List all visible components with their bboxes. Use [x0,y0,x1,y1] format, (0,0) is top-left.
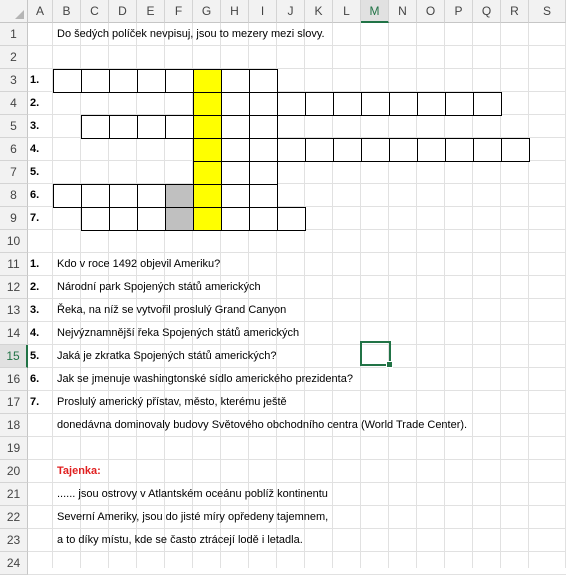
crossword-cell[interactable] [137,69,166,93]
crossword-cell[interactable] [53,69,82,93]
column-header-L[interactable]: L [333,0,361,23]
column-header-G[interactable]: G [193,0,221,23]
crossword-cell[interactable] [501,138,530,162]
crossword-cell[interactable] [81,115,110,139]
crossword-cell[interactable] [305,92,334,116]
gridline-vertical [528,23,529,568]
column-header-Q[interactable]: Q [473,0,501,23]
crossword-label-7: 7. [30,212,40,224]
crossword-cell-highlight[interactable] [193,184,222,208]
row-header-8[interactable]: 8 [0,184,28,207]
select-all-corner[interactable] [0,0,28,23]
clue-num-2: 2. [30,281,40,293]
crossword-cell[interactable] [221,69,250,93]
crossword-cell[interactable] [473,138,502,162]
row-header-24[interactable]: 24 [0,552,28,575]
row-header-15[interactable]: 15 [0,345,28,368]
crossword-cell[interactable] [137,184,166,208]
instruction-text: Do šedých políček nevpisuj, jsou to mezery mezi slovy. [57,28,325,40]
crossword-cell-highlight[interactable] [193,69,222,93]
crossword-cell-blocked[interactable] [165,207,194,231]
crossword-cell[interactable] [249,207,278,231]
crossword-cell[interactable] [81,69,110,93]
crossword-cell[interactable] [417,92,446,116]
clue-num-5: 5. [30,350,40,362]
gridline-vertical [52,23,53,568]
row-header-10[interactable]: 10 [0,230,28,253]
crossword-cell[interactable] [445,138,474,162]
crossword-cell[interactable] [109,69,138,93]
crossword-cell[interactable] [221,184,250,208]
crossword-cell[interactable] [249,161,278,185]
crossword-cell[interactable] [221,138,250,162]
crossword-cell[interactable] [81,184,110,208]
tajenka-line-1: ...... jsou ostrovy v Atlantském oceánu poblíž kontinentu [57,488,328,500]
crossword-cell-highlight[interactable] [193,207,222,231]
crossword-cell[interactable] [165,69,194,93]
crossword-cell[interactable] [361,92,390,116]
crossword-cell[interactable] [249,92,278,116]
crossword-cell[interactable] [333,92,362,116]
crossword-cell[interactable] [109,115,138,139]
column-header-I[interactable]: I [249,0,277,23]
row-header-9[interactable]: 9 [0,207,28,230]
column-header-K[interactable]: K [305,0,333,23]
crossword-cell[interactable] [305,138,334,162]
row-header-6[interactable]: 6 [0,138,28,161]
row-header-16[interactable]: 16 [0,368,28,391]
crossword-cell[interactable] [249,69,278,93]
row-header-1[interactable]: 1 [0,23,28,46]
column-header-H[interactable]: H [221,0,249,23]
row-header-12[interactable]: 12 [0,276,28,299]
column-header-C[interactable]: C [81,0,109,23]
gridline-horizontal [28,459,566,460]
crossword-label-4: 4. [30,143,40,155]
clue-num-7: 7. [30,396,40,408]
clue-text-4: Nejvýznamnější řeka Spojených států amerických [57,327,300,339]
crossword-cell[interactable] [137,207,166,231]
tajenka-line-3: a to díky místu, kde se často ztrácejí lodě i letadla. [57,534,303,546]
tajenka-line-2: Severní Ameriky, jsou do jisté míry opředeny tajemnem, [57,511,329,523]
column-header-O[interactable]: O [417,0,445,23]
crossword-label-6: 6. [30,189,40,201]
clue-text-2: Národní park Spojených států amerických [57,281,261,293]
column-header-F[interactable]: F [165,0,193,23]
crossword-cell[interactable] [165,115,194,139]
crossword-cell[interactable] [221,207,250,231]
column-header-R[interactable]: R [501,0,529,23]
crossword-cell-highlight[interactable] [193,138,222,162]
crossword-cell[interactable] [361,138,390,162]
row-header-4[interactable]: 4 [0,92,28,115]
crossword-cell-highlight[interactable] [193,161,222,185]
crossword-cell[interactable] [417,138,446,162]
row-header-7[interactable]: 7 [0,161,28,184]
row-header-21[interactable]: 21 [0,483,28,506]
crossword-label-2: 2. [30,97,40,109]
crossword-label-5: 5. [30,166,40,178]
row-header-11[interactable]: 11 [0,253,28,276]
clue-text-6: Jak se jmenuje washingtonské sídlo amerického prezidenta? [57,373,353,385]
column-header-A[interactable]: A [28,0,53,23]
row-header-22[interactable]: 22 [0,506,28,529]
clue-text-3: Řeka, na níž se vytvořil proslulý Grand Canyon [57,304,287,316]
column-header-S[interactable]: S [529,0,566,23]
column-header-J[interactable]: J [277,0,305,23]
clue-text-7-continued: donedávna dominovaly budovy Světového obchodního centra (World Trade Center). [57,419,468,431]
crossword-cell[interactable] [81,207,110,231]
crossword-cell[interactable] [221,92,250,116]
crossword-cell[interactable] [109,184,138,208]
clue-num-3: 3. [30,304,40,316]
row-header-17[interactable]: 17 [0,391,28,414]
crossword-cell[interactable] [249,184,278,208]
crossword-cell[interactable] [53,184,82,208]
column-header-D[interactable]: D [109,0,137,23]
column-header-N[interactable]: N [389,0,417,23]
crossword-cell[interactable] [221,161,250,185]
column-header-M[interactable]: M [361,0,389,23]
crossword-cell-blocked[interactable] [165,184,194,208]
row-header-5[interactable]: 5 [0,115,28,138]
crossword-label-1: 1. [30,74,40,86]
crossword-cell[interactable] [277,138,306,162]
crossword-cell[interactable] [333,138,362,162]
crossword-cell[interactable] [249,115,278,139]
row-header-13[interactable]: 13 [0,299,28,322]
column-header-P[interactable]: P [445,0,473,23]
crossword-cell[interactable] [221,115,250,139]
column-header-B[interactable]: B [53,0,81,23]
crossword-cell[interactable] [277,207,306,231]
crossword-cell[interactable] [389,92,418,116]
row-header-18[interactable]: 18 [0,414,28,437]
crossword-cell-highlight[interactable] [193,115,222,139]
tajenka-title: Tajenka: [57,465,101,477]
crossword-label-3: 3. [30,120,40,132]
crossword-cell[interactable] [249,138,278,162]
row-header-2[interactable]: 2 [0,46,28,69]
row-header-20[interactable]: 20 [0,460,28,483]
clue-num-1: 1. [30,258,40,270]
row-header-14[interactable]: 14 [0,322,28,345]
clue-num-6: 6. [30,373,40,385]
clue-text-5: Jaká je zkratka Spojených států amerických? [57,350,277,362]
clue-num-4: 4. [30,327,40,339]
crossword-cell-highlight[interactable] [193,92,222,116]
active-cell-selection[interactable] [360,341,391,366]
row-header-3[interactable]: 3 [0,69,28,92]
crossword-cell[interactable] [473,92,502,116]
crossword-cell[interactable] [389,138,418,162]
row-header-19[interactable]: 19 [0,437,28,460]
clue-text-7: Proslulý americký přístav, město, kterému ještě [57,396,287,408]
column-header-E[interactable]: E [137,0,165,23]
clue-text-1: Kdo v roce 1492 objevil Ameriku? [57,258,221,270]
crossword-cell[interactable] [277,92,306,116]
crossword-cell[interactable] [137,115,166,139]
crossword-cell[interactable] [445,92,474,116]
crossword-cell[interactable] [109,207,138,231]
row-header-23[interactable]: 23 [0,529,28,552]
